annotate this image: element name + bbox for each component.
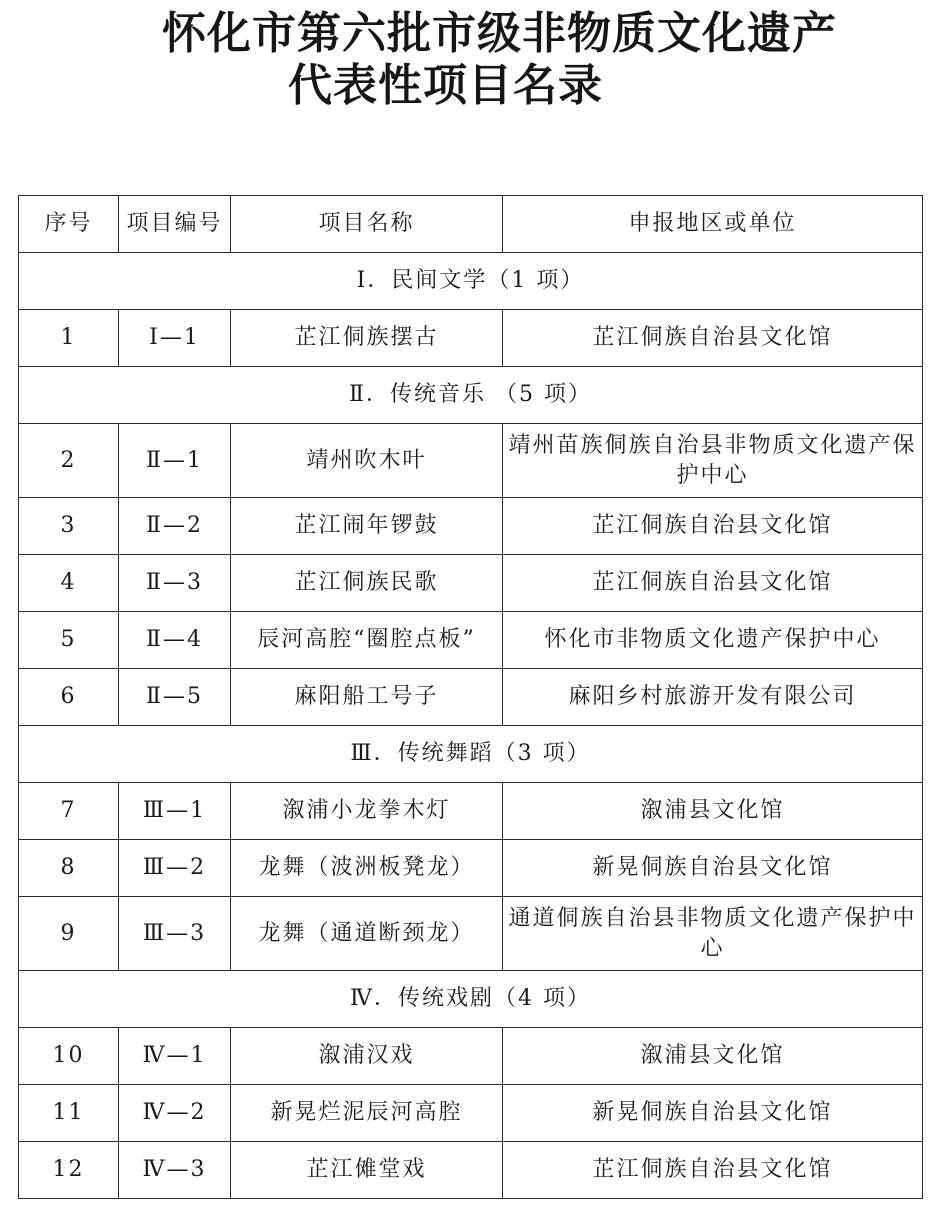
cell-project-code: Ⅲ—2 bbox=[119, 840, 231, 897]
table-row bbox=[19, 498, 923, 555]
cell-project-name: 芷江侗族民歌 bbox=[231, 555, 503, 612]
table-row bbox=[19, 555, 923, 612]
cell-serial-number: 5 bbox=[19, 612, 119, 669]
table-row bbox=[19, 1142, 923, 1199]
cell-project-code: Ⅳ—1 bbox=[119, 1028, 231, 1085]
cell-project-code: Ⅳ—3 bbox=[119, 1142, 231, 1199]
cell-project-code: Ⅰ—1 bbox=[119, 310, 231, 367]
cell-serial-number: 7 bbox=[19, 783, 119, 840]
cell-serial-number: 12 bbox=[19, 1142, 119, 1199]
cell-project-name: 芷江侗族摆古 bbox=[231, 310, 503, 367]
table-row bbox=[19, 669, 923, 726]
table-row bbox=[19, 840, 923, 897]
cell-applicant-unit: 芷江侗族自治县文化馆 bbox=[503, 310, 923, 367]
cell-project-code: Ⅱ—2 bbox=[119, 498, 231, 555]
cell-applicant-unit: 怀化市非物质文化遗产保护中心 bbox=[503, 612, 923, 669]
cell-project-name: 靖州吹木叶 bbox=[231, 424, 503, 498]
cell-applicant-unit: 芷江侗族自治县文化馆 bbox=[503, 498, 923, 555]
cell-applicant-unit: 芷江侗族自治县文化馆 bbox=[503, 1142, 923, 1199]
cell-project-code: Ⅱ—5 bbox=[119, 669, 231, 726]
cell-project-name: 新晃烂泥辰河高腔 bbox=[231, 1085, 503, 1142]
section-row bbox=[19, 971, 923, 1028]
table-row bbox=[19, 783, 923, 840]
cell-applicant-unit: 溆浦县文化馆 bbox=[503, 783, 923, 840]
document-title-line-2: 代表性项目名录 bbox=[288, 60, 603, 111]
cell-applicant-unit: 靖州苗族侗族自治县非物质文化遗产保护中心 bbox=[503, 424, 923, 498]
cell-applicant-unit: 新晃侗族自治县文化馆 bbox=[503, 840, 923, 897]
table-header-row bbox=[19, 196, 923, 253]
cell-serial-number: 1 bbox=[19, 310, 119, 367]
cell-applicant-unit: 溆浦县文化馆 bbox=[503, 1028, 923, 1085]
cell-project-name: 溆浦小龙拳木灯 bbox=[231, 783, 503, 840]
header-cell-code: 项目编号 bbox=[119, 196, 231, 253]
table-row bbox=[19, 1028, 923, 1085]
cell-project-code: Ⅳ—2 bbox=[119, 1085, 231, 1142]
section-heading: Ⅲ．传统舞蹈（3 项） bbox=[19, 726, 923, 783]
cell-serial-number: 8 bbox=[19, 840, 119, 897]
header-cell-unit: 申报地区或单位 bbox=[503, 196, 923, 253]
cell-project-name: 龙舞（波洲板凳龙） bbox=[231, 840, 503, 897]
heritage-list-table bbox=[18, 195, 923, 1199]
cell-applicant-unit: 新晃侗族自治县文化馆 bbox=[503, 1085, 923, 1142]
cell-serial-number: 11 bbox=[19, 1085, 119, 1142]
cell-applicant-unit: 芷江侗族自治县文化馆 bbox=[503, 555, 923, 612]
cell-serial-number: 9 bbox=[19, 897, 119, 971]
cell-project-code: Ⅲ—3 bbox=[119, 897, 231, 971]
document-title-line-1: 怀化市第六批市级非物质文化遗产 bbox=[162, 8, 837, 59]
cell-project-name: 龙舞（通道断颈龙） bbox=[231, 897, 503, 971]
cell-serial-number: 4 bbox=[19, 555, 119, 612]
table-row bbox=[19, 424, 923, 498]
cell-project-name: 芷江傩堂戏 bbox=[231, 1142, 503, 1199]
section-heading: Ⅱ．传统音乐 （5 项） bbox=[19, 367, 923, 424]
section-heading: Ⅳ．传统戏剧（4 项） bbox=[19, 971, 923, 1028]
section-heading: Ⅰ．民间文学（1 项） bbox=[19, 253, 923, 310]
table-body bbox=[19, 196, 923, 1199]
cell-project-name: 辰河高腔“圈腔点板” bbox=[231, 612, 503, 669]
table-row bbox=[19, 310, 923, 367]
table-row bbox=[19, 612, 923, 669]
cell-serial-number: 6 bbox=[19, 669, 119, 726]
section-row bbox=[19, 726, 923, 783]
header-cell-name: 项目名称 bbox=[231, 196, 503, 253]
cell-project-code: Ⅲ—1 bbox=[119, 783, 231, 840]
cell-project-name: 芷江闹年锣鼓 bbox=[231, 498, 503, 555]
cell-project-code: Ⅱ—4 bbox=[119, 612, 231, 669]
cell-serial-number: 10 bbox=[19, 1028, 119, 1085]
cell-project-code: Ⅱ—3 bbox=[119, 555, 231, 612]
section-row bbox=[19, 253, 923, 310]
cell-project-name: 溆浦汉戏 bbox=[231, 1028, 503, 1085]
cell-project-name: 麻阳船工号子 bbox=[231, 669, 503, 726]
section-row bbox=[19, 367, 923, 424]
header-cell-no: 序号 bbox=[19, 196, 119, 253]
cell-serial-number: 2 bbox=[19, 424, 119, 498]
table-row bbox=[19, 897, 923, 971]
cell-applicant-unit: 通道侗族自治县非物质文化遗产保护中心 bbox=[503, 897, 923, 971]
cell-serial-number: 3 bbox=[19, 498, 119, 555]
cell-applicant-unit: 麻阳乡村旅游开发有限公司 bbox=[503, 669, 923, 726]
table-row bbox=[19, 1085, 923, 1142]
cell-project-code: Ⅱ—1 bbox=[119, 424, 231, 498]
